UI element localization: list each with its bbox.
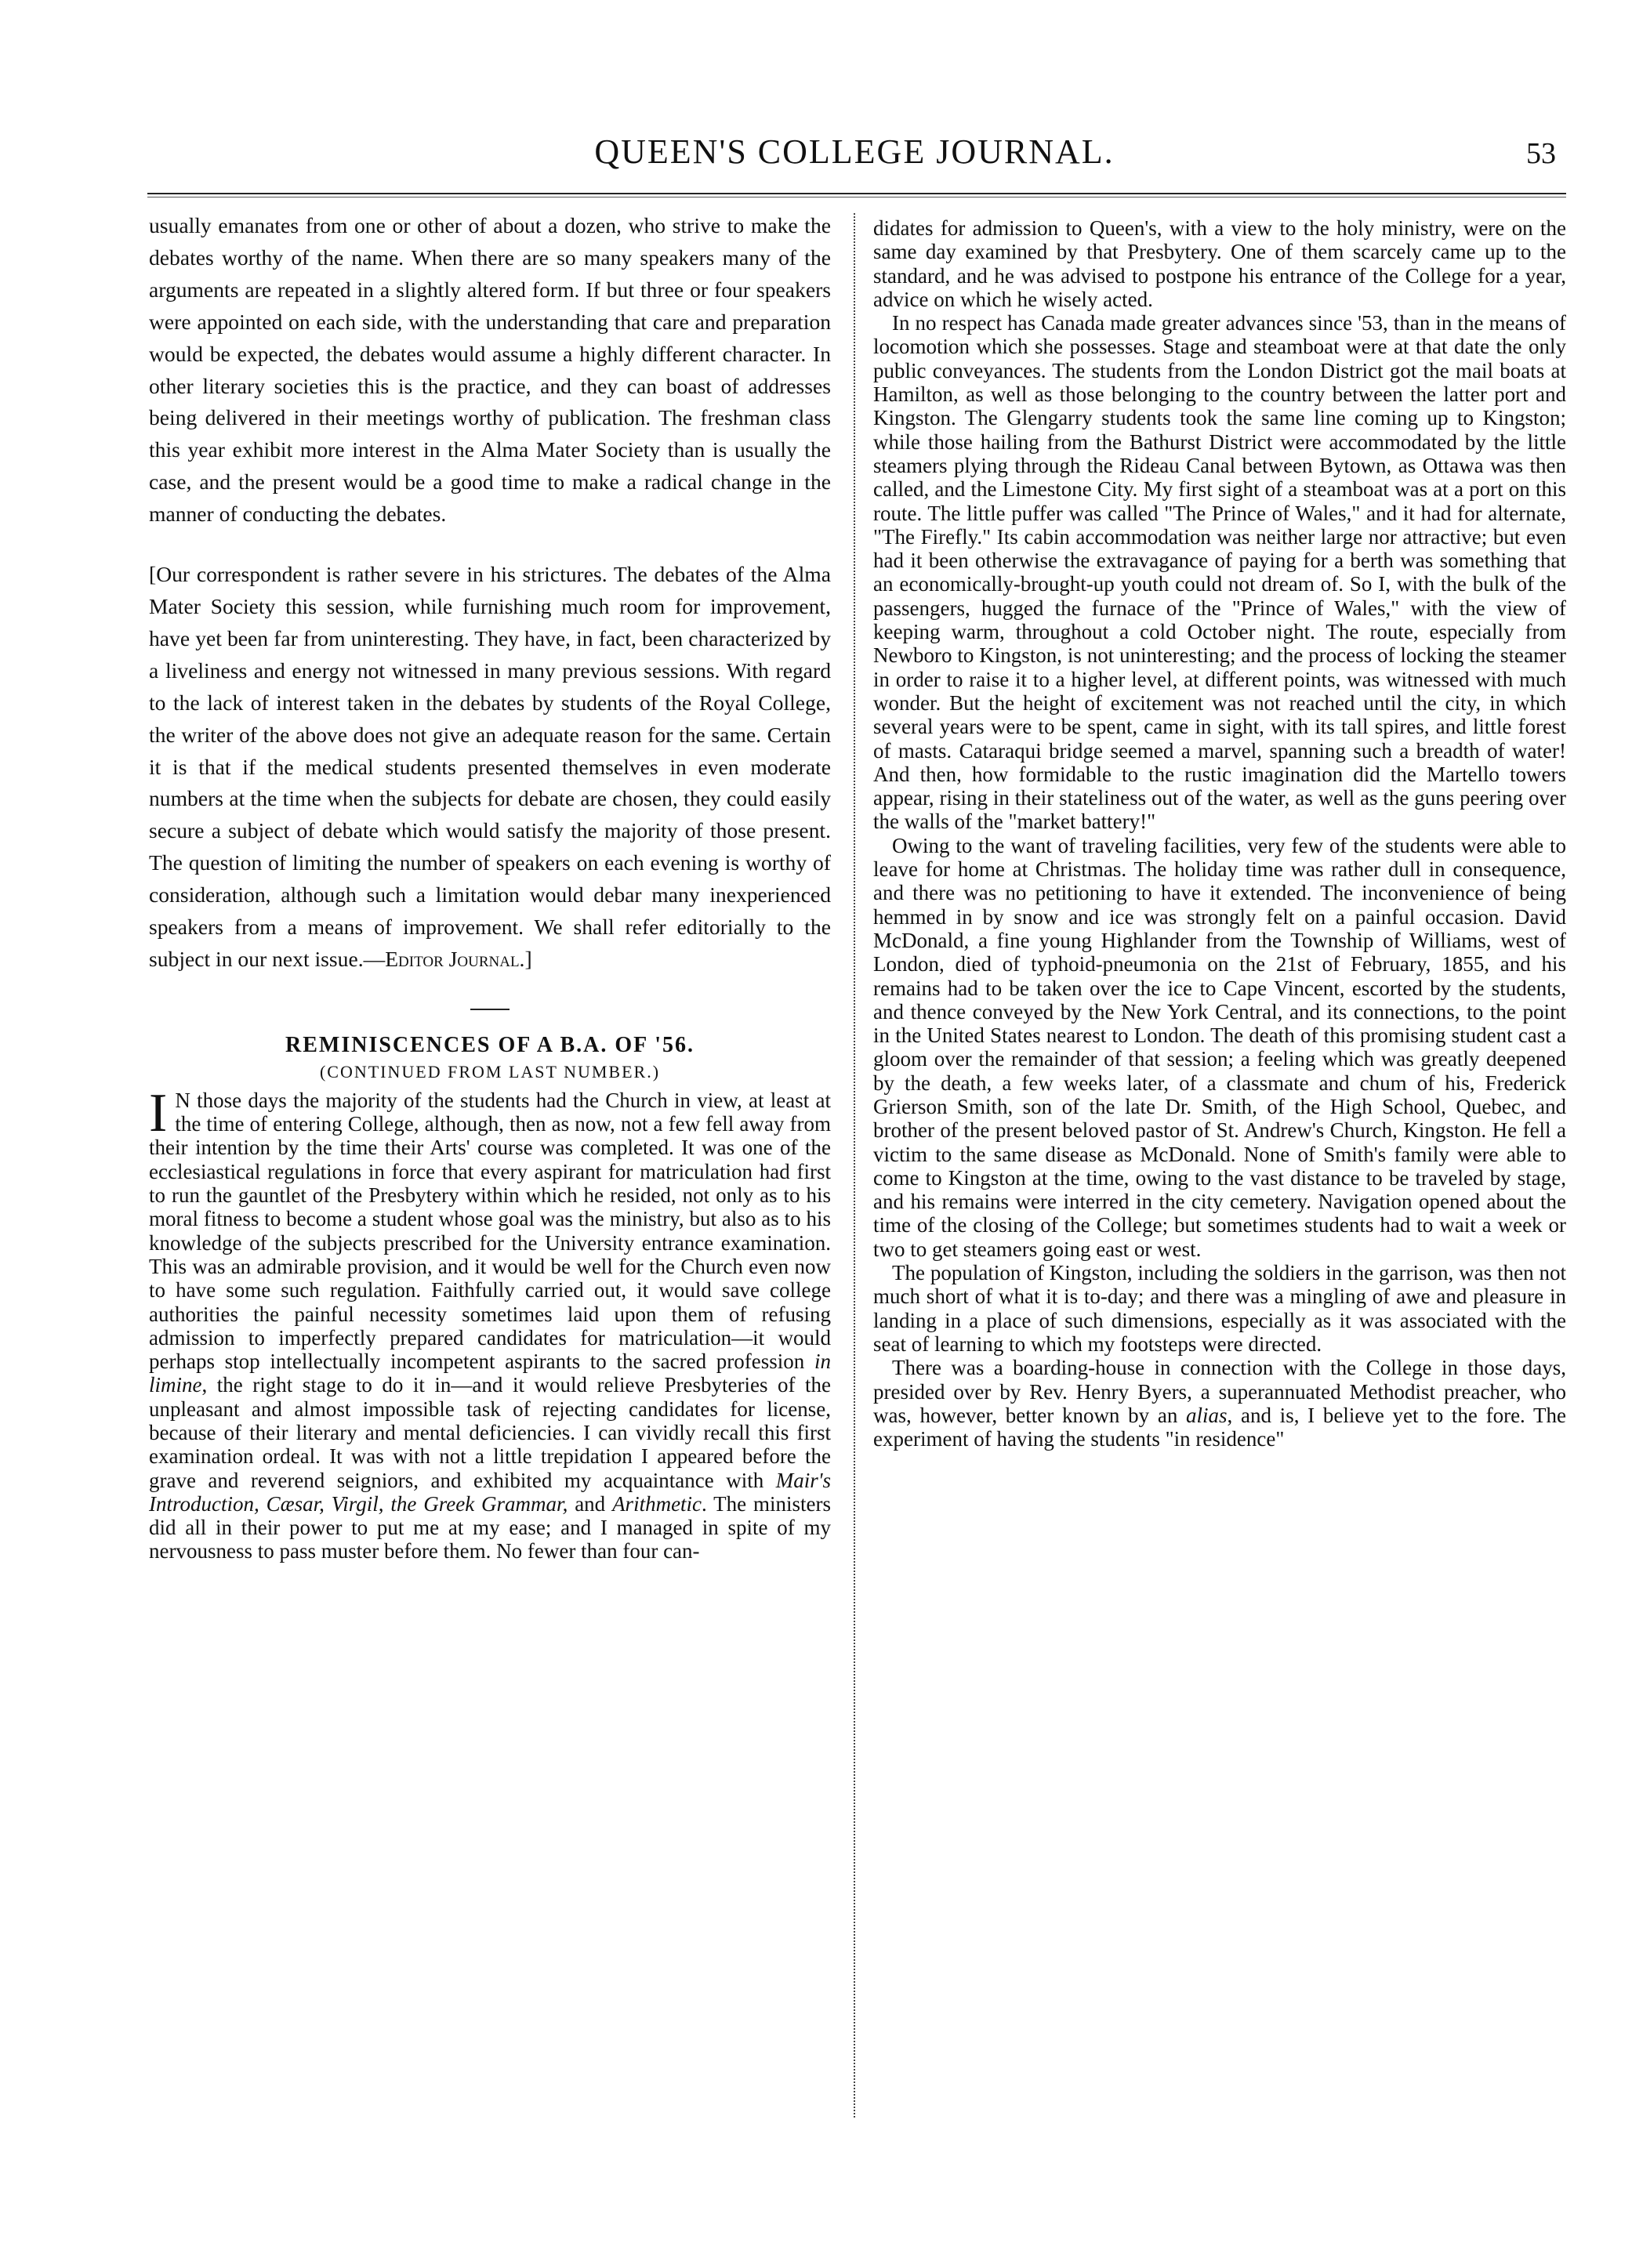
right-paragraph-5 (873, 1356, 1566, 1451)
right-paragraph-5b: , and is, I believe yet to the fore. The experiment of having the students "in residence" (873, 1403, 1566, 1451)
article-subtitle: (CONTINUED FROM LAST NUMBER.) (319, 1061, 661, 1081)
page-number: 53 (1526, 137, 1556, 170)
journal-title: QUEEN'S COLLEGE JOURNAL. (594, 132, 1115, 171)
left-column (149, 210, 831, 1563)
editor-signature: Editor Journal.] (385, 946, 532, 971)
article-title: REMINISCENCES OF A B.A. OF '56. (285, 1032, 695, 1057)
article-text-3: and (568, 1491, 613, 1516)
section-separator (470, 1009, 510, 1010)
right-paragraph-2: In no respect has Canada made greater advances since '53, than in the means of locomotion which she possesses. Stage and steamboat were at that date the only public conveyances. The students from the London District got the mail boats at Hamilton, as well as those belonging to the country between the latter port and Kingston. The Glengarry students took the same line coming up to Kingston; while those hailing from the Bathurst District were accommodated by the little steamers plying through the Rideau Canal between Bytown, as Ottawa was then called, and the Limestone City. My first sight of a steamboat was at a port on this route. The little puffer was called "The Prince of Wales," and it had for alternate, "The Firefly." Its cabin accommodation was neither large nor attractive; but even had it been otherwise the extravagance of paying for a berth was something that an economically-brought-up youth could not dream of. So I, with the bulk of the passengers, hugged the furnace of the "Prince of Wales," with the view of keeping warm, throughout a cold October night. The route, especially from Newboro to Kingston, is not uninteresting; and the process of locking the steamer in order to raise it to a higher level, at different points, was witnessed with much wonder. But the height of excitement was not reached until the city, in which several years were to be spent, came in sight, with its tall spires, and little forest of masts. Cataraqui bridge seemed a marvel, spanning such a breadth of water! And then, how formidable to the rustic imagination did the Martello towers appear, rising in their stateliness out of the water, as well as the guns peering over the walls of the "market battery!" (873, 311, 1566, 834)
article-text-1: N those days the majority of the students had the Church in view, at least at the time of entering College, although, then as now, not a few fell away from their intention by the time their Arts' course was completed. It was one of the ecclesiastical regulations in force that every aspirant for matriculation had first to run the gauntlet of the Presbytery within which he resided, not only as to his moral fitness to become a student whose goal was the ministry, but also as to his knowledge of the subjects prescribed for the University entrance examination. This was an admirable provision, and it would be well for the Church even now to have some such regulation. Faithfully carried out, it would save college authorities the painful necessity sometimes laid upon them of refusing admission to imperfectly prepared candidates for matriculation—it would perhaps stop intellectually incompetent aspirants to the sacred profession (149, 1088, 831, 1374)
article-italic-1: in limine (149, 1350, 831, 1397)
article-text-2: , the right stage to do it in—and it would relieve Presbyteries of the unpleasant and almost impossible task of rejecting candidates for license, because of their literary and mental deficiencies. I can vividly recall this first examination ordeal. It was with not a little trepidation I appeared before the grave and reverend seigniors, and exhibited my acquaintance with (149, 1373, 831, 1492)
page-header (149, 132, 1560, 187)
header-rule (147, 193, 1566, 194)
column-divider (854, 213, 855, 2118)
editor-note-paragraph (149, 559, 831, 976)
article-text-4: . The ministers did all in their power to put me at my ease; and I managed in spite of my nervousness to pass muster before them. No fewer than four can- (149, 1491, 832, 1563)
editor-note-text: [Our correspondent is rather severe in his strictures. The debates of the Alma Mater Society this session, while furnishing much room for improvement, have yet been far from uninteresting. They have, in fact, been characterized by a liveliness and energy not witnessed in many previous sessions. With regard to the lack of interest taken in the debates by students of the Royal College, the writer of the above does not give an adequate reason for the same. Certain it is that if the medical students presented themselves in even moderate numbers at the time when the subjects for debate are chosen, they could easily secure a subject of debate which would satisfy the majority of those present. The question of limiting the number of speakers on each evening is worthy of consideration, although such a limitation would debar many inexperienced speakers from a means of improvement. We shall refer editorially to the subject in our next issue.— (149, 562, 831, 971)
right-paragraph-1: didates for admission to Queen's, with a view to the holy ministry, were on the same day examined by that Presbytery. One of them scarcely came up to the standard, and he was advised to postpone his entrance of the College for a year, advice on which he wisely acted. (873, 216, 1566, 311)
right-paragraph-4: The population of Kingston, including the soldiers in the garrison, was then not much short of what it is to-day; and there was a mingling of awe and pleasure in landing in a place of such dimensions, especially as it was associated with the seat of learning to which my footsteps were directed. (873, 1261, 1566, 1356)
drop-cap: I (149, 1082, 168, 1143)
article-italic-2: Mair's Introduction, Cæsar, Virgil, the Greek Grammar, (149, 1468, 831, 1516)
right-paragraph-5a: There was a boarding-house in connection with the College in those days, presided over by Rev. Henry Byers, a superannuated Methodist preacher, who was, however, better known by an (873, 1356, 1566, 1427)
article-italic-3: Arithmetic (612, 1491, 702, 1516)
right-paragraph-5-italic: alias (1186, 1403, 1228, 1427)
right-paragraph-3: Owing to the want of traveling facilities, very few of the students were able to leave for home at Christmas. The holiday time was rather dull in consequence, and there was no petitioning to have it extended. The inconvenience of being hemmed in by snow and ice was strongly felt on a painful occasion. David McDonald, a fine young Highlander from the Township of Williams, west of London, died of typhoid-pneumonia on the 21st of February, 1855, and his remains had to be taken over the ice to Cape Vincent, escorted by the students, and thence conveyed by the New York Central, and its connections, to the point in the United States nearest to London. The death of this promising student cast a gloom over the remainder of that session; a feeling which was greatly deepened by the death, a few weeks later, of a classmate and chum of his, Frederick Grierson Smith, son of the late Dr. Smith, of the High School, Quebec, and brother of the present beloved pastor of St. Andrew's Church, Kingston. He fell a victim to the same disease as McDonald. None of Smith's family were able to come to Kingston at the time, owing to the vast distance to be traveled by stage, and his remains were interred in the city cemetery. Navigation opened about the time of the closing of the College; but sometimes students had to wait a week or two to get steamers going east or west. (873, 833, 1566, 1261)
letter-paragraph: usually emanates from one or other of about a dozen, who strive to make the debates worthy of the name. When there are so many speakers many of the arguments are repeated in a slightly altered form. If but three or four speakers were appointed on each side, with the understanding that care and preparation would be expected, the debates would assume a highly different character. In other literary societies this is the practice, and they can boast of addresses being delivered in their meetings worthy of publication. The freshman class this year exhibit more interest in the Alma Mater Society than is usually the case, and the present would be a good time to make a radical change in the manner of conducting the debates. (149, 213, 831, 527)
right-column (873, 216, 1566, 1451)
article-body (149, 1082, 832, 1563)
